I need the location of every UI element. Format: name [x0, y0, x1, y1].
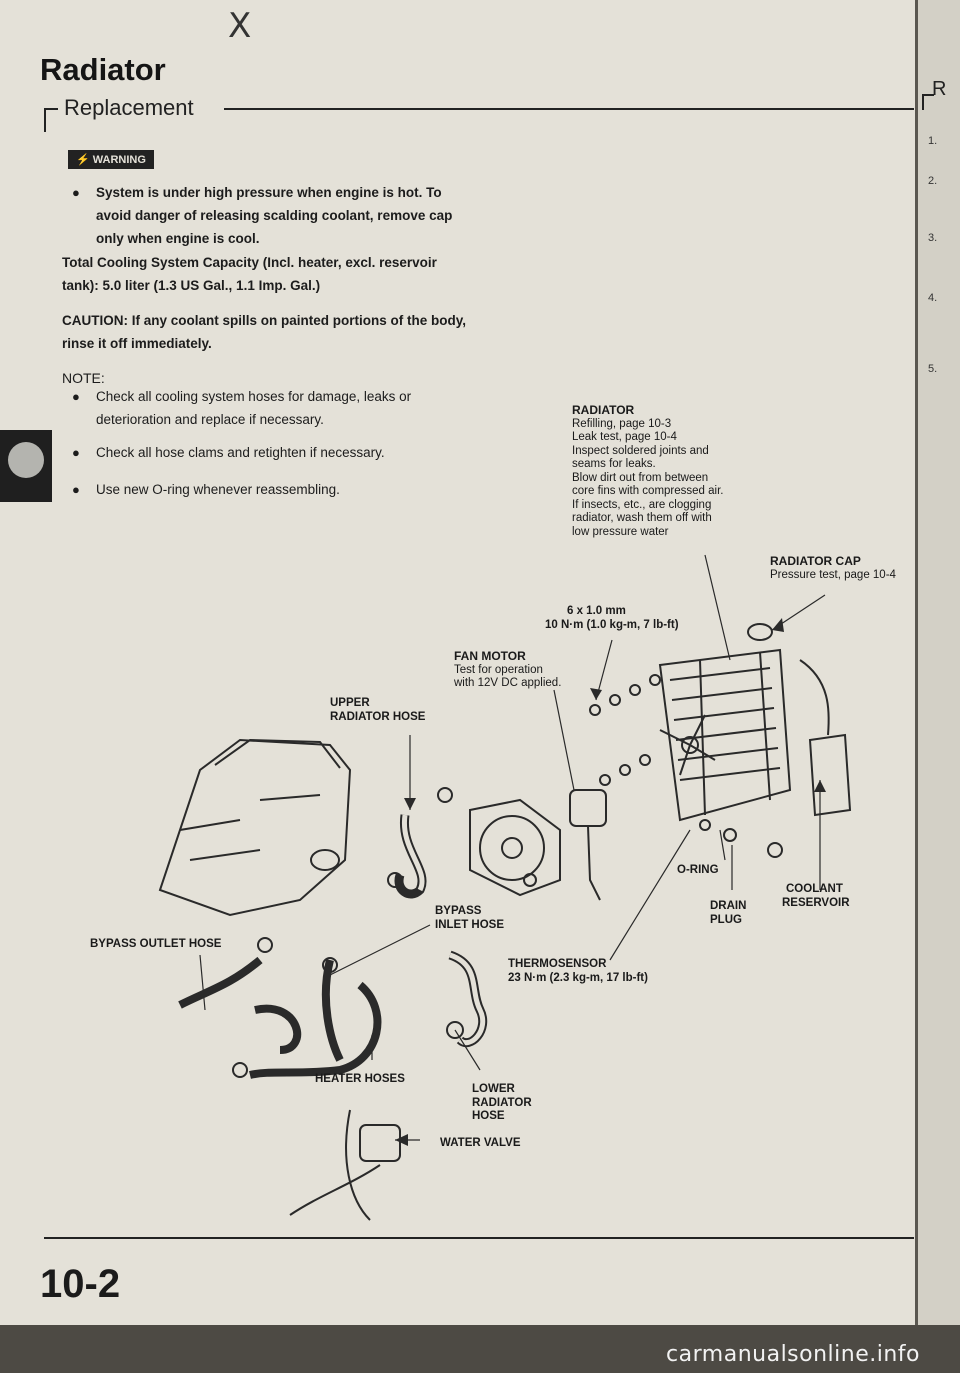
callout-line: Pressure test, page 10-4 [770, 568, 896, 581]
fan-shroud-hub [502, 838, 522, 858]
radiator-cap-label: RADIATOR CAP [770, 554, 861, 568]
callout-line: radiator, wash them off with [572, 512, 712, 524]
callout-line: seams for leaks. [572, 458, 656, 470]
warning-label: WARNING [92, 154, 146, 166]
fan-motor-wire [588, 826, 600, 900]
water-valve-label: WATER VALVE [440, 1137, 521, 1149]
engine-detail [180, 795, 320, 860]
warning-item: System is under high pressure when engine is hot. To avoid danger of releasing scalding coolant, remove cap only when engine is cool. [96, 185, 453, 246]
facing-page-heading: R [932, 78, 947, 100]
callout-line: THERMOSENSOR [508, 958, 607, 970]
page-title: Radiator [40, 52, 166, 87]
bypass-inlet-callout [435, 905, 545, 932]
drain-plug [724, 829, 736, 841]
heater-hoses-label: HEATER HOSES [315, 1073, 405, 1085]
bullet-icon: ● [72, 445, 80, 460]
background-surface [0, 1325, 960, 1373]
watermark: carmanualsonline.info [666, 1342, 920, 1367]
callout-line: RADIATOR HOSE [330, 710, 426, 723]
pen-mark: X [228, 6, 252, 46]
callout-line: with 12V DC applied. [454, 677, 562, 689]
bullet-icon: ● [72, 389, 80, 404]
bolt [630, 685, 640, 695]
bolt [590, 705, 600, 715]
warning-icon: ⚡ [76, 154, 93, 166]
heater-hoses [250, 985, 377, 1075]
note-item-text: Check all cooling system hoses for damage, leaks or deterioration and replace if necessary. [96, 389, 412, 427]
clamp [524, 874, 536, 886]
callout-line: Inspect soldered joints and [572, 444, 709, 457]
drain-plug-callout [710, 900, 770, 927]
radiator-callout [572, 404, 772, 539]
callout-line: core fins with compressed air. [572, 485, 724, 497]
callout-line: Blow dirt out from between [572, 471, 709, 484]
callout-line: PLUG [710, 913, 742, 926]
facing-list-item: 2. [928, 175, 938, 187]
clamp [258, 938, 272, 952]
facing-list-item: 3. [928, 232, 938, 244]
callout-line: RADIATOR [472, 1096, 532, 1109]
bypass-inlet-hose [326, 960, 340, 1060]
bolt-torque: 10 N·m (1.0 kg-m, 7 lb-ft) [545, 618, 679, 631]
fan-shroud-ring [480, 816, 544, 880]
callout-line: LOWER [472, 1083, 515, 1095]
bolt [600, 775, 610, 785]
reservoir-arrow [814, 780, 826, 792]
page-number: 10-2 [40, 1262, 121, 1306]
bullet-icon: ● [72, 185, 80, 200]
bolt [620, 765, 630, 775]
radiator-fins [670, 668, 780, 780]
upper-hose-callout [330, 697, 490, 724]
callout-line: DRAIN [710, 900, 747, 912]
bolt-size: 6 x 1.0 mm [567, 605, 626, 617]
bypass-outlet-label: BYPASS OUTLET HOSE [90, 938, 222, 950]
callout-line: low pressure water [572, 525, 669, 538]
callout-line: HOSE [472, 1110, 505, 1122]
coolant-reservoir [810, 735, 850, 815]
facing-page-edge [915, 0, 960, 1325]
callout-line: BYPASS [435, 905, 482, 917]
reservoir-tube [800, 660, 829, 735]
callout-line: If insects, etc., are clogging [572, 498, 712, 511]
leader-lines [200, 555, 825, 1140]
bypass-outlet-hose [180, 960, 260, 1005]
radiator-cap [748, 624, 772, 640]
bottom-rule [44, 1237, 914, 1239]
callout-line: Test for operation [454, 663, 543, 676]
o-ring-label: O-RING [677, 864, 719, 876]
bullet-icon: ● [72, 482, 80, 497]
clamp [233, 1063, 247, 1077]
facing-list-item: 5. [928, 363, 938, 375]
bolt [640, 755, 650, 765]
radiator-cap-callout [770, 555, 910, 582]
callout-line: COOLANT [786, 883, 843, 895]
coolant-reservoir-callout [782, 883, 882, 910]
heater-hose-loop [255, 1009, 297, 1050]
note-item-text: Use new O-ring whenever reassembling. [96, 482, 340, 497]
facing-list-item: 4. [928, 292, 938, 304]
callout-line: 23 N·m (2.3 kg-m, 17 lb-ft) [508, 971, 648, 984]
fan-motor [570, 790, 606, 826]
clamp [768, 843, 782, 857]
caution-text: CAUTION: If any coolant spills on painted portions of the body, rinse it off immediately. [62, 313, 466, 351]
callout-line: Leak test, page 10-4 [572, 431, 677, 443]
callout-line: Refilling, page 10-3 [572, 417, 672, 430]
callout-line: UPPER [330, 697, 370, 709]
fan-motor-label: FAN MOTOR [454, 649, 526, 663]
lower-hose-callout [472, 1083, 562, 1124]
facing-list-item: 1. [928, 135, 938, 147]
hose-arrow [404, 798, 416, 810]
o-ring [700, 820, 710, 830]
callout-line: RESERVOIR [782, 896, 850, 909]
cap-arrow [772, 618, 784, 632]
clamp [438, 788, 452, 802]
callout-line: INLET HOSE [435, 918, 505, 931]
engine-cap [311, 850, 339, 870]
thermosensor-callout [508, 958, 728, 985]
bolt-spec-callout [545, 605, 725, 632]
heater-arc [346, 1110, 370, 1220]
radiator-label: RADIATOR [572, 403, 635, 417]
note-item-text: Check all hose clams and retighten if necessary. [96, 445, 385, 460]
bolt [650, 675, 660, 685]
fan-motor-callout [454, 650, 614, 691]
water-valve-cable [290, 1165, 380, 1215]
water-valve [360, 1125, 400, 1161]
capacity-text: Total Cooling System Capacity (Incl. heater, excl. reservoir tank): 5.0 liter (1.3 US Gal., 1.1 Imp. Gal.) [62, 255, 437, 293]
section-title: Replacement [64, 95, 194, 120]
engine-block [160, 740, 350, 915]
valve-arrow [395, 1134, 408, 1146]
bolt [610, 695, 620, 705]
note-heading: NOTE: [62, 370, 105, 386]
